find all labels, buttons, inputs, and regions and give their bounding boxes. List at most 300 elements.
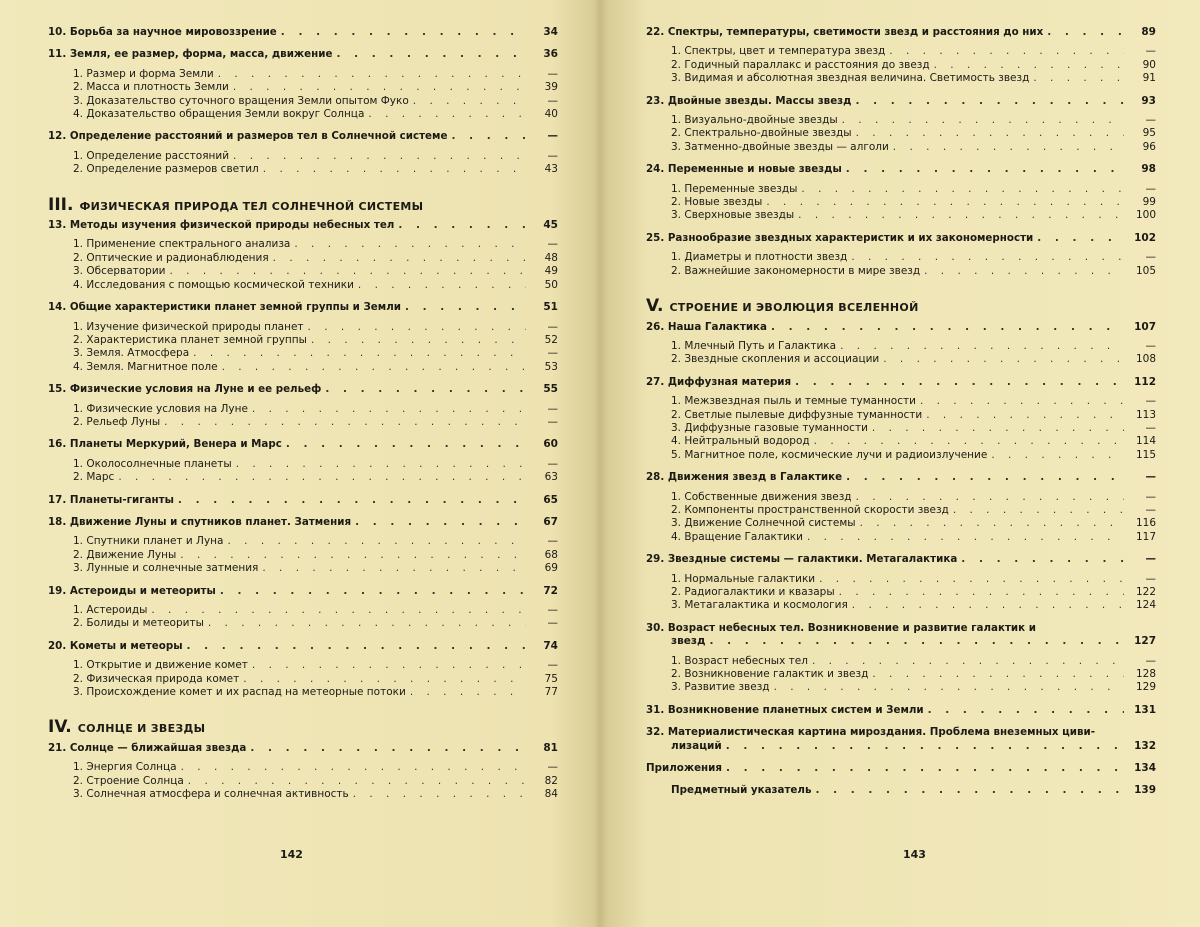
toc-chapter-entry — [48, 301, 558, 314]
page-ref: — — [1145, 572, 1156, 585]
chapter-number: 22. — [646, 26, 665, 38]
dot-leader — [839, 586, 1124, 599]
entry-title: Межзвездная пыль и темные туманности — [684, 395, 916, 408]
toc-chapter-entry — [646, 726, 1156, 753]
page-ref: — — [547, 347, 558, 360]
dot-leader — [840, 340, 1124, 353]
page-ref: 84 — [544, 788, 558, 801]
toc-section-entry — [48, 108, 558, 121]
toc-right-column — [646, 26, 1156, 798]
section-title — [73, 562, 258, 575]
toc-section-entry — [48, 81, 558, 94]
toc-section-entry — [646, 127, 1156, 140]
section-title — [671, 586, 835, 599]
entry-title: Обсерватории — [86, 265, 166, 278]
entry-title: Движение Луны и спутников планет. Затмения — [69, 515, 352, 528]
page-ref: — — [547, 238, 558, 251]
toc-section-entry — [646, 340, 1156, 353]
page-ref: 36 — [543, 48, 558, 61]
part-numeral: III. — [48, 194, 74, 215]
page-ref: 112 — [1134, 375, 1156, 388]
page-ref: 81 — [543, 741, 558, 754]
page-ref: 96 — [1142, 140, 1156, 153]
page-ref: 75 — [544, 672, 558, 685]
page-ref: 132 — [1134, 739, 1156, 752]
section-number: 1. — [671, 654, 682, 667]
page-ref: 34 — [543, 26, 558, 38]
entry-title: Переменные звезды — [684, 182, 798, 195]
toc-chapter-entry — [48, 26, 558, 39]
dot-leader — [294, 238, 526, 251]
toc-section-entry — [646, 435, 1156, 448]
entry-title: Астероиды и метеориты — [69, 584, 216, 597]
entry-title: Диаметры и плотности звезд — [684, 251, 848, 264]
entry-title: Планеты Меркурий, Венера и Марс — [69, 438, 282, 451]
page-ref: 39 — [544, 81, 558, 94]
page-ref: 60 — [543, 438, 558, 451]
toc-section-entry — [646, 196, 1156, 209]
entry-title: Радиогалактики и квазары — [684, 586, 835, 598]
section-title — [73, 334, 307, 347]
toc-chapter-entry — [646, 471, 1156, 484]
entry-title: Разнообразие звездных характеристик и их закономерности — [667, 231, 1034, 244]
entry-title: Определение расстояний и размеров тел в Солнечной системе — [69, 130, 448, 143]
toc-chapter-entry — [646, 95, 1156, 108]
entry-title: Магнитное поле, космические лучи и радиоизлучение — [684, 448, 988, 461]
page-ref: 90 — [1142, 58, 1156, 71]
entry-title: Звездные скопления и ассоциации — [684, 353, 880, 366]
section-number: 1. — [73, 659, 84, 672]
entry-title: Нормальные галактики — [684, 572, 816, 585]
section-number: 2. — [73, 163, 84, 176]
chapter-number: 24. — [646, 163, 665, 176]
page-ref: 129 — [1135, 681, 1156, 694]
dot-leader — [1047, 26, 1124, 39]
dot-leader — [233, 81, 526, 94]
toc-chapter-entry — [48, 48, 558, 61]
chapter-number: 14. — [48, 301, 67, 314]
page-ref: — — [1145, 553, 1156, 566]
entry-title: Предметный указатель — [671, 784, 812, 797]
chapter-title — [48, 438, 282, 451]
section-title — [73, 238, 290, 251]
part-numeral: V. — [646, 296, 664, 317]
entry-title: Применение спектрального анализа — [86, 238, 291, 251]
dot-leader — [250, 742, 526, 755]
entry-title: Собственные движения звезд — [684, 490, 852, 503]
page-ref: 102 — [1134, 231, 1156, 244]
section-number: 2. — [671, 668, 682, 681]
section-title — [73, 775, 184, 788]
page-ref: — — [547, 659, 558, 672]
dot-leader — [961, 553, 1124, 566]
toc-section-entry — [48, 416, 558, 429]
entry-title: Звездные системы — галактики. Метагалактика — [667, 553, 958, 566]
chapter-title-continuation — [646, 635, 1156, 648]
section-number: 2. — [671, 586, 682, 598]
part-numeral: IV. — [48, 717, 72, 738]
page-ref: 63 — [544, 471, 558, 484]
dot-leader — [336, 48, 526, 61]
entry-title: Движение Солнечной системы — [684, 517, 856, 530]
toc-chapter-entry — [646, 163, 1156, 176]
dot-leader — [355, 516, 526, 529]
entry-title: Строение Солнца — [86, 774, 184, 787]
dot-leader — [934, 59, 1124, 72]
toc-chapter-entry — [646, 622, 1156, 649]
toc-section-entry — [48, 252, 558, 265]
dot-leader — [709, 635, 1124, 648]
chapter-title — [48, 742, 246, 755]
section-title — [73, 150, 229, 163]
section-number: 3. — [73, 347, 84, 360]
toc-section-entry — [48, 458, 558, 471]
dot-leader — [164, 416, 526, 429]
entry-title: Диффузные газовые туманности — [684, 421, 868, 434]
page-ref: — — [1145, 251, 1156, 264]
section-title — [73, 617, 204, 630]
toc-section-entry — [48, 549, 558, 562]
toc-chapter-entry — [48, 494, 558, 507]
entry-title: Спектры, цвет и температура звезд — [684, 45, 886, 58]
section-number: 2. — [671, 196, 682, 209]
chapter-number: 10. — [48, 26, 67, 38]
chapter-title — [646, 376, 791, 389]
page-ref: 117 — [1135, 530, 1156, 543]
dot-leader — [851, 251, 1124, 264]
dot-leader — [187, 640, 526, 653]
section-number: 3. — [671, 209, 682, 222]
section-title — [73, 108, 364, 121]
page-ref: 95 — [1142, 127, 1156, 140]
chapter-title-line — [646, 622, 1156, 635]
toc-section-entry — [646, 681, 1156, 694]
dot-leader — [236, 458, 526, 471]
chapter-title — [48, 219, 394, 232]
chapter-title — [646, 762, 722, 775]
section-number: 1. — [73, 535, 84, 548]
section-number: 4. — [671, 435, 682, 448]
dot-leader — [368, 108, 526, 121]
dot-leader — [819, 573, 1124, 586]
section-number: 1. — [73, 402, 84, 415]
section-number: 1. — [671, 395, 682, 408]
page-ref: 128 — [1135, 668, 1156, 681]
page-ref: — — [1145, 490, 1156, 503]
page-ref: 51 — [543, 301, 558, 314]
section-number: 3. — [671, 140, 682, 153]
page-ref: — — [547, 149, 558, 162]
page-ref: 134 — [1134, 762, 1156, 775]
dot-leader — [883, 353, 1124, 366]
section-title — [671, 251, 847, 264]
dot-leader — [872, 422, 1124, 435]
section-number: 4. — [671, 530, 682, 543]
dot-leader — [222, 361, 526, 374]
chapter-title-end: звезд — [671, 635, 706, 648]
section-number: 1. — [671, 490, 682, 503]
dot-leader — [855, 95, 1124, 108]
page-ref: — — [547, 94, 558, 107]
dot-leader — [181, 761, 526, 774]
page-ref: 43 — [544, 163, 558, 176]
chapter-title — [48, 301, 401, 314]
section-title — [671, 196, 762, 209]
toc-section-entry — [646, 573, 1156, 586]
chapter-number: 27. — [646, 375, 665, 388]
chapter-title-continuation — [646, 740, 1156, 753]
entry-title: Солнце — ближайшая звезда — [69, 741, 247, 754]
section-number: 3. — [73, 562, 84, 575]
toc-section-entry — [48, 361, 558, 374]
entry-title: Физические условия на Луне и ее рельеф — [69, 383, 322, 396]
entry-title: Спектрально-двойные звезды — [684, 127, 852, 140]
dot-leader — [188, 775, 526, 788]
entry-title: Открытие и движение комет — [86, 659, 248, 672]
toc-chapter-entry — [48, 640, 558, 653]
dot-leader — [263, 163, 526, 176]
page-ref: 116 — [1135, 517, 1156, 530]
section-number: 1. — [73, 149, 84, 162]
toc-left-column — [48, 26, 558, 801]
chapter-title — [48, 26, 277, 39]
section-title — [73, 265, 166, 278]
toc-section-entry — [48, 604, 558, 617]
entry-title: Важнейшие закономерности в мире звезд — [684, 264, 921, 277]
dot-leader — [252, 403, 526, 416]
section-number: 3. — [671, 681, 682, 694]
chapter-title — [48, 48, 332, 61]
section-title — [671, 114, 838, 127]
dot-leader — [325, 383, 526, 396]
page-ref: — — [547, 457, 558, 470]
section-title — [73, 788, 349, 801]
section-number: 1. — [73, 457, 84, 470]
toc-section-entry — [48, 471, 558, 484]
entry-title: Метагалактика и космология — [684, 599, 848, 612]
dot-leader — [856, 127, 1124, 140]
section-number: 1. — [671, 339, 682, 352]
entry-title: Лунные и солнечные затмения — [86, 562, 259, 575]
dot-leader — [413, 95, 526, 108]
chapter-title — [646, 553, 957, 566]
part-title: СТРОЕНИЕ И ЭВОЛЮЦИЯ ВСЕЛЕННОЙ — [669, 301, 919, 315]
toc-chapter-entry — [646, 704, 1156, 717]
part-heading — [48, 194, 558, 215]
dot-leader — [766, 196, 1124, 209]
entry-title: Доказательство суточного вращения Земли опытом Фуко — [86, 94, 409, 107]
dot-leader — [281, 26, 526, 39]
chapter-title — [646, 321, 767, 334]
entry-title: Методы изучения физической природы небесных тел — [69, 219, 395, 232]
dot-leader — [893, 141, 1124, 154]
section-title — [73, 95, 409, 108]
part-title: СОЛНЦЕ И ЗВЕЗДЫ — [77, 722, 206, 736]
page-ref: — — [1145, 339, 1156, 352]
page-ref: 74 — [543, 639, 558, 652]
section-title — [671, 491, 852, 504]
toc-section-entry — [48, 403, 558, 416]
dot-leader — [856, 491, 1124, 504]
toc-section-entry — [646, 183, 1156, 196]
chapter-title — [48, 130, 447, 143]
toc-section-entry — [646, 141, 1156, 154]
section-title — [73, 686, 406, 699]
toc-section-entry — [646, 422, 1156, 435]
chapter-number: 26. — [646, 320, 665, 333]
page-ref: 49 — [544, 265, 558, 278]
chapter-title — [646, 471, 842, 484]
entry-title: Визуально-двойные звезды — [684, 114, 838, 127]
entry-title: Двойные звезды. Массы звезд — [667, 94, 852, 107]
toc-chapter-entry — [48, 219, 558, 232]
toc-chapter-entry — [48, 516, 558, 529]
page-ref: 67 — [543, 515, 558, 528]
chapter-title — [646, 704, 924, 717]
dot-leader — [726, 740, 1124, 753]
section-number: 3. — [671, 517, 682, 530]
dot-leader — [180, 549, 526, 562]
dot-leader — [286, 438, 526, 451]
page-ref: 72 — [543, 584, 558, 597]
toc-section-entry — [646, 409, 1156, 422]
section-title — [671, 209, 794, 222]
entry-title: Переменные и новые звезды — [667, 163, 842, 176]
section-number: 1. — [671, 182, 682, 195]
chapter-title — [646, 26, 1043, 39]
part-heading — [48, 717, 558, 738]
dot-leader — [405, 301, 526, 314]
entry-title: Движение Луны — [86, 548, 177, 561]
dot-leader — [812, 655, 1124, 668]
section-number: 1. — [73, 604, 84, 616]
section-title — [671, 504, 949, 517]
page-ref: 115 — [1135, 448, 1156, 461]
page-ref: — — [1145, 45, 1156, 58]
toc-section-entry — [646, 517, 1156, 530]
section-title — [73, 252, 269, 265]
chapter-title — [646, 232, 1033, 245]
chapter-title — [646, 95, 851, 108]
page-ref: 108 — [1135, 353, 1156, 366]
section-number: 2. — [73, 251, 84, 264]
section-title — [671, 573, 815, 586]
chapter-number: 12. — [48, 130, 67, 143]
dot-leader — [953, 504, 1124, 517]
page-ref: — — [1145, 654, 1156, 667]
page-ref: 91 — [1142, 72, 1156, 85]
dot-leader — [798, 209, 1124, 222]
toc-section-entry — [646, 265, 1156, 278]
entry-title: Физические условия на Луне — [86, 402, 248, 415]
dot-leader — [193, 347, 526, 360]
entry-title: Физическая природа комет — [86, 672, 240, 685]
dot-leader — [227, 535, 526, 548]
dot-leader — [928, 704, 1124, 717]
section-number: 2. — [671, 127, 682, 140]
section-number: 2. — [671, 58, 682, 71]
section-number: 1. — [671, 251, 682, 264]
section-number: 2. — [73, 672, 84, 685]
toc-chapter-entry — [646, 232, 1156, 245]
toc-section-entry — [48, 775, 558, 788]
entry-title: Спектры, температуры, светимости звезд и расстояния до них — [667, 26, 1044, 38]
section-title — [671, 655, 808, 668]
entry-title: Общие характеристики планет земной группы и Земли — [69, 301, 401, 314]
entry-title: Борьба за научное мировоззрение — [69, 26, 277, 38]
section-number: 2. — [73, 617, 84, 630]
chapter-title — [48, 640, 183, 653]
dot-leader — [1033, 72, 1124, 85]
dot-leader — [243, 673, 526, 686]
chapter-number: 18. — [48, 515, 67, 528]
page-ref: 131 — [1134, 703, 1156, 716]
section-number: 1. — [73, 761, 84, 774]
section-title — [73, 81, 229, 94]
toc-section-entry — [646, 209, 1156, 222]
page-ref: 105 — [1135, 264, 1156, 277]
entry-title: Рельеф Луны — [86, 415, 161, 428]
dot-leader — [451, 130, 526, 143]
chapter-number: 29. — [646, 553, 665, 566]
dot-leader — [846, 471, 1124, 484]
toc-section-entry — [646, 45, 1156, 58]
dot-leader — [991, 449, 1124, 462]
entry-title: Возраст небесных тел — [684, 654, 808, 667]
dot-leader — [842, 114, 1124, 127]
toc-section-entry — [646, 251, 1156, 264]
toc-section-entry — [646, 586, 1156, 599]
entry-title: Солнечная атмосфера и солнечная активность — [86, 788, 349, 801]
entry-title: Оптические и радионаблюдения — [86, 251, 269, 264]
section-number: 3. — [671, 72, 682, 85]
entry-title: Происхождение комет и их распад на метеорные потоки — [86, 686, 406, 699]
dot-leader — [726, 762, 1124, 775]
dot-leader — [273, 252, 526, 265]
toc-section-entry — [646, 504, 1156, 517]
toc-section-entry — [646, 59, 1156, 72]
dot-leader — [889, 45, 1124, 58]
dot-leader — [151, 604, 526, 617]
section-number: 5. — [671, 448, 682, 461]
section-title — [671, 265, 920, 278]
chapter-number: 21. — [48, 741, 67, 754]
toc-section-entry — [646, 599, 1156, 612]
section-title — [73, 163, 259, 176]
page-ref: 124 — [1135, 599, 1156, 612]
entry-title: Планеты-гиганты — [69, 493, 174, 506]
page-ref: 50 — [544, 278, 558, 291]
section-title — [73, 761, 177, 774]
section-title — [73, 604, 147, 617]
section-number: 1. — [73, 67, 84, 80]
toc-chapter-entry — [48, 130, 558, 143]
section-title — [671, 422, 868, 435]
section-title — [671, 449, 987, 462]
page-ref: 53 — [544, 360, 558, 373]
toc-chapter-entry — [646, 26, 1156, 39]
toc-section-entry — [48, 95, 558, 108]
toc-section-entry — [646, 449, 1156, 462]
section-number: 2. — [73, 471, 84, 484]
dot-leader — [771, 321, 1124, 334]
section-title — [671, 395, 916, 408]
entry-title: Светлые пылевые диффузные туманности — [684, 408, 923, 421]
chapter-title: Материалистическая картина мироздания. Проблема внеземных циви- — [667, 726, 1095, 739]
toc-section-entry — [646, 72, 1156, 85]
toc-section-entry — [646, 395, 1156, 408]
page-ref: 107 — [1134, 320, 1156, 333]
